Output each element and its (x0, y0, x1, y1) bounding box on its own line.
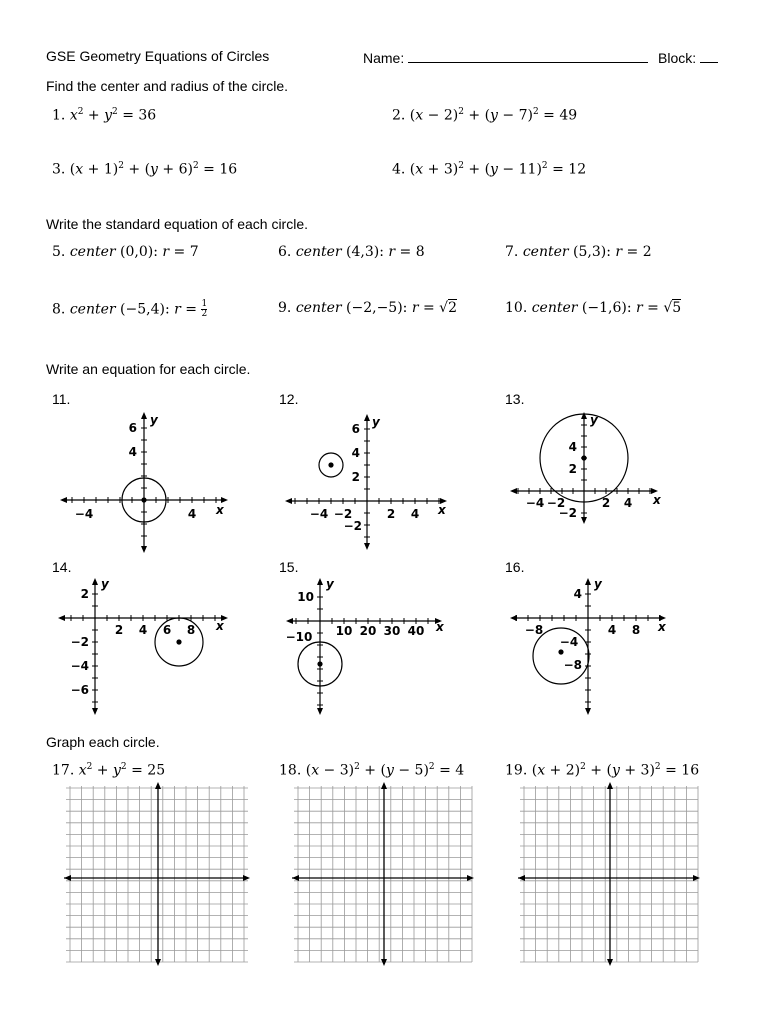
graph-14-tick-label: 2 (114, 623, 124, 637)
graph-14-tick-label: 6 (162, 623, 172, 637)
graph-14 (56, 576, 236, 716)
graph-16-tick-label: 4 (573, 587, 582, 601)
blank-grid-18[interactable] (292, 782, 478, 966)
graph-16-tick-label: −8 (524, 623, 544, 637)
graph-13-center-point (581, 455, 586, 460)
problem-17: 17. $x^2 + y^2 = 25$ (52, 762, 166, 779)
problem-11-number: 11. (52, 391, 71, 407)
graph-12-center-point (328, 462, 333, 467)
problem-9: 9. center (−2,−5): r = √2 (278, 300, 458, 316)
block-label: Block: (658, 50, 697, 66)
problem-10: 10. center (−1,6): r = √5 (505, 300, 682, 316)
graph-12-tick-label: −4 (309, 507, 329, 521)
graph-13-tick-label: −2 (546, 496, 566, 510)
problem-18: 18. $(x - 3)^2 + (y - 5)^2 = 4$ (279, 762, 465, 779)
problem-7: 7. center (5,3): r = 2 (505, 244, 652, 260)
section3-instruction: Write an equation for each circle. (46, 361, 251, 377)
worksheet-title: GSE Geometry Equations of Circles (46, 48, 270, 64)
graph-13-tick-label: 4 (623, 496, 633, 510)
graph-13-x-label: x (653, 493, 661, 507)
problem-5: 5. center (0,0): r = 7 (52, 244, 199, 260)
graph-15-x-label: x (436, 620, 444, 634)
graph-16-tick-label: 8 (631, 623, 641, 637)
graph-12 (283, 410, 453, 550)
graph-12-y-label: y (372, 415, 380, 429)
graph-16 (508, 576, 674, 716)
section1-instruction: Find the center and radius of the circle. (46, 78, 289, 94)
fraction-one-half: $\frac{1}{2}$ (201, 299, 208, 319)
block-blank (700, 48, 718, 63)
graph-15-tick-label: 20 (359, 624, 377, 638)
problem-8: 8. center (−5,4): r = $\frac{1}{2}$ (52, 299, 208, 319)
graph-16-x-label: x (658, 620, 666, 634)
graph-16-tick-label: −8 (563, 658, 582, 672)
graph-16-tick-label: −4 (559, 635, 579, 649)
graph-11-y-label: y (150, 413, 158, 427)
graph-11-tick-label: 6 (128, 421, 137, 435)
graph-12-tick-label: −2 (343, 519, 362, 533)
graph-14-tick-label: −2 (70, 635, 89, 649)
graph-12-x-label: x (438, 503, 446, 517)
graph-16-center-point (558, 649, 563, 654)
problem-3: 3. $(x + 1)^2 + (y + 6)^2 = 16$ (52, 161, 238, 178)
graph-15-tick-label: 40 (407, 624, 425, 638)
graph-11 (58, 408, 234, 553)
graph-13-tick-label: −2 (558, 506, 577, 520)
graph-12-tick-label: 4 (410, 507, 420, 521)
graph-15-tick-label: 10 (297, 590, 314, 604)
graph-15-tick-label: 10 (335, 624, 353, 638)
block-field[interactable] (658, 48, 718, 66)
problem-13-number: 13. (505, 391, 525, 407)
name-field[interactable] (363, 48, 648, 66)
graph-13-tick-label: 2 (601, 496, 611, 510)
problem-2: 2. $(x - 2)^2 + (y - 7)^2 = 49$ (392, 107, 578, 124)
graph-16-tick-label: 4 (607, 623, 617, 637)
graph-14-tick-label: 2 (80, 587, 89, 601)
graph-15 (284, 576, 450, 716)
graph-12-tick-label: −2 (333, 507, 353, 521)
graph-14-x-label: x (216, 619, 224, 633)
name-label: Name: (363, 50, 405, 66)
graph-14-tick-label: 4 (138, 623, 148, 637)
graph-13-tick-label: −4 (525, 496, 545, 510)
graph-12-tick-label: 2 (386, 507, 396, 521)
problem-12-number: 12. (279, 391, 299, 407)
graph-12-tick-label: 6 (351, 422, 360, 436)
graph-11-center-point (141, 497, 146, 502)
blank-grid-19[interactable] (518, 782, 704, 966)
graph-12-tick-label: 4 (351, 446, 360, 460)
problem-19: 19. $(x + 2)^2 + (y + 3)^2 = 16$ (505, 762, 700, 779)
graph-11-tick-label: −4 (74, 507, 94, 521)
graph-11-tick-label: 4 (187, 507, 197, 521)
blank-grid-17[interactable] (64, 782, 254, 966)
problem-6: 6. center (4,3): r = 8 (278, 244, 425, 260)
graph-13-y-label: y (590, 413, 598, 427)
graph-14-tick-label: −4 (70, 659, 89, 673)
graph-14-center-point (176, 639, 181, 644)
name-blank (408, 48, 648, 63)
problem-1: 1. $x^2 + y^2 = 36$ (52, 107, 157, 124)
graph-15-tick-label: 30 (383, 624, 401, 638)
graph-14-tick-label: −6 (70, 683, 89, 697)
graph-14-y-label: y (101, 577, 109, 591)
problem-16-number: 16. (505, 559, 525, 575)
graph-16-y-label: y (594, 577, 602, 591)
graph-11-x-label: x (216, 503, 224, 517)
section2-instruction: Write the standard equation of each circle. (46, 216, 309, 232)
section4-instruction: Graph each circle. (46, 734, 160, 750)
graph-11-tick-label: 4 (128, 445, 137, 459)
graph-15-tick-label: −10 (285, 630, 313, 644)
problem-4: 4. $(x + 3)^2 + (y - 11)^2 = 12$ (392, 161, 587, 178)
problem-15-number: 15. (279, 559, 299, 575)
graph-13-tick-label: 4 (568, 440, 577, 454)
graph-12-tick-label: 2 (351, 470, 360, 484)
graph-15-center-point (317, 661, 322, 666)
graph-14-tick-label: 8 (186, 623, 196, 637)
graph-13 (508, 408, 668, 524)
graph-13-tick-label: 2 (568, 462, 577, 476)
problem-14-number: 14. (52, 559, 72, 575)
graph-15-y-label: y (326, 577, 334, 591)
